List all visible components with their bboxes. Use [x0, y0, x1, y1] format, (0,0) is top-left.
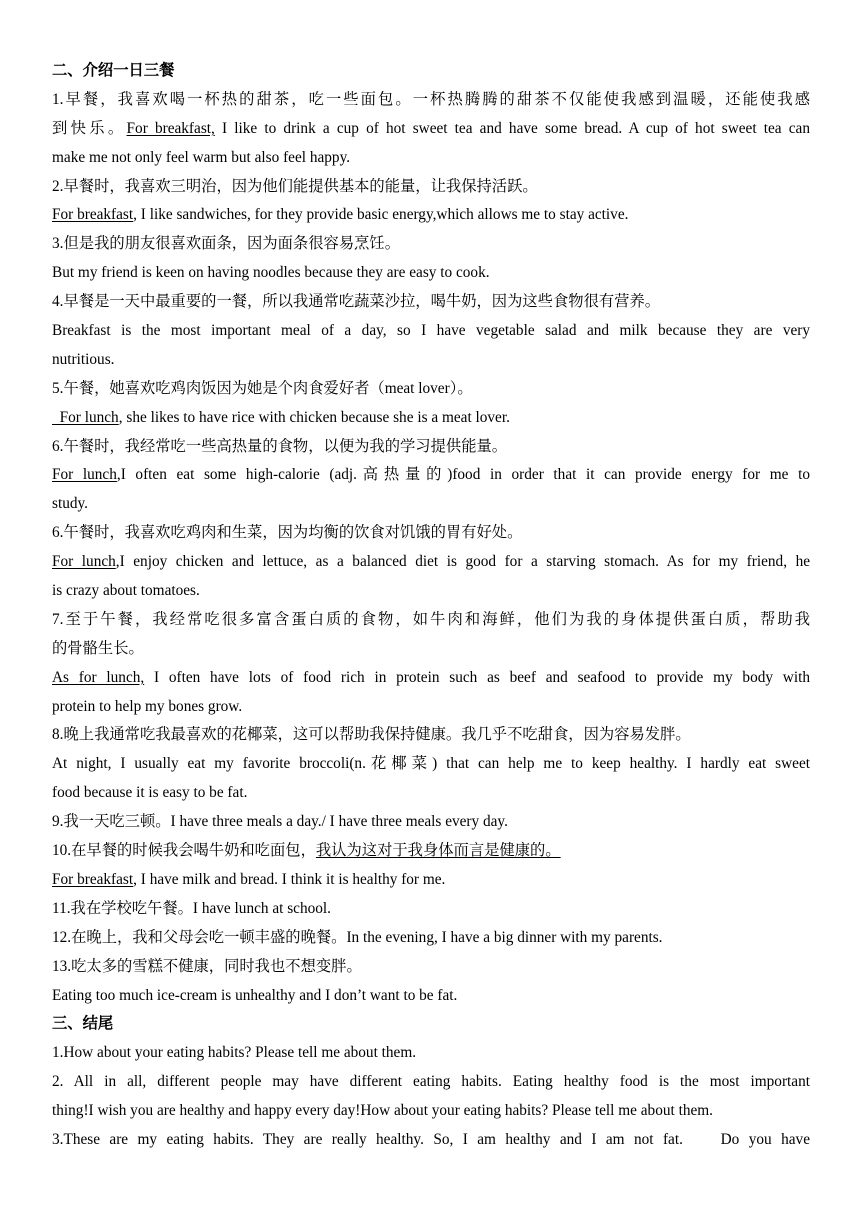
underlined-phrase: For breakfast: [52, 870, 134, 888]
text-segment: study.: [52, 495, 88, 513]
text-line: [52, 259, 810, 288]
text-segment: 8.晚上我通常吃我最喜欢的花椰菜，这可以帮助我保持健康。我几乎不吃甜食，因为容易发胖。: [52, 726, 691, 744]
text-segment: I often have lots of food rich in protein such as beef and seafood to provide my body with: [144, 668, 810, 686]
document-body: [52, 57, 810, 1155]
text-segment: , I have milk and bread. I think it is healthy for me.: [133, 870, 446, 888]
text-segment: 4.早餐是一天中最重要的一餐，所以我通常吃蔬菜沙拉，喝牛奶，因为这些食物很有营养。: [52, 293, 661, 311]
text-line: [52, 577, 810, 606]
text-segment: But my friend is keen on having noodles because they are easy to cook.: [52, 264, 490, 282]
text-segment: 10.在早餐的时候我会喝牛奶和吃面包，: [52, 842, 316, 860]
text-segment: 9.我一天吃三顿。I have three meals a day./ I have three meals every day.: [52, 813, 508, 831]
underlined-phrase: As for lunch,: [52, 668, 145, 686]
underlined-phrase: For breakfast: [52, 206, 134, 224]
text-line: [52, 115, 810, 144]
text-segment: 7.至于午餐，我经常吃很多富含蛋白质的食物，如牛肉和海鲜，他们为我的身体提供蛋白质，帮助我: [52, 610, 810, 628]
text-line: [52, 86, 810, 115]
text-segment: 3.但是我的朋友很喜欢面条，因为面条很容易烹饪。: [52, 235, 401, 253]
underlined-phrase: For lunch: [52, 466, 117, 484]
text-segment: , she likes to have rice with chicken because she is a meat lover.: [118, 408, 510, 426]
text-segment: ,I often eat some high-calorie (adj.高热量的)food in order that it can provide energy for me to: [116, 466, 810, 484]
text-line: [52, 490, 810, 519]
text-segment: 到快乐。: [52, 119, 127, 137]
text-segment: 2.早餐时，我喜欢三明治，因为他们能提供基本的能量，让我保持活跃。: [52, 177, 538, 195]
text-line: [52, 346, 810, 375]
section-heading: 二、介绍一日三餐: [52, 62, 175, 79]
text-segment: 5.午餐，她喜欢吃鸡肉饭因为她是个肉食爱好者（meat lover）。: [52, 379, 473, 397]
text-segment: 6.午餐时，我喜欢吃鸡肉和生菜，因为均衡的饮食对饥饿的胃有好处。: [52, 524, 523, 542]
text-segment: 的骨骼生长。: [52, 639, 144, 657]
text-line: [52, 895, 810, 924]
text-segment: thing!I wish you are healthy and happy every day!How about your eating habits? Please tell me about them.: [52, 1102, 713, 1120]
text-segment: make me not only feel warm but also feel happy.: [52, 148, 351, 166]
text-segment: Breakfast is the most important meal of a day, so I have vegetable salad and milk because they are very: [52, 322, 810, 340]
text-line: [52, 461, 810, 490]
section-heading: 三、结尾: [52, 1015, 114, 1033]
underlined-phrase: For breakfast,: [126, 119, 215, 137]
text-line: [52, 317, 810, 346]
text-segment: protein to help my bones grow.: [52, 697, 243, 715]
text-segment: 12.在晚上，我和父母会吃一顿丰盛的晚餐。In the evening, I have a big dinner with my parents.: [52, 928, 663, 946]
text-line: [52, 664, 810, 693]
text-line: [52, 693, 810, 722]
text-line: [52, 288, 810, 317]
text-segment: ,I enjoy chicken and lettuce, as a balanced diet is good for a starving stomach. As for my friend, he: [115, 553, 810, 571]
text-line: [52, 982, 810, 1011]
text-line: [52, 779, 810, 808]
text-segment: 11.我在学校吃午餐。I have lunch at school.: [52, 899, 331, 917]
text-segment: 2. All in all, different people may have different eating habits. Eating healthy food is the most important: [52, 1073, 810, 1091]
text-segment: 13.吃太多的雪糕不健康，同时我也不想变胖。: [52, 957, 362, 975]
underlined-phrase: For lunch: [52, 408, 119, 426]
text-line: [52, 173, 810, 202]
text-line: [52, 144, 810, 173]
text-line: [52, 1039, 810, 1068]
text-line: [52, 375, 810, 404]
text-segment: Eating too much ice-cream is unhealthy and I don’t want to be fat.: [52, 986, 458, 1004]
text-segment: nutritious.: [52, 350, 115, 368]
text-line: [52, 404, 810, 433]
text-line: [52, 201, 810, 230]
text-segment: At night, I usually eat my favorite broccoli(n.花椰菜) that can help me to keep healthy. I hardly eat sweet: [52, 755, 810, 773]
text-line: [52, 866, 810, 895]
text-line: [52, 606, 810, 635]
text-line: [52, 750, 810, 779]
underlined-phrase: 我认为这对于我身体而言是健康的。: [315, 842, 561, 860]
text-line: [52, 837, 810, 866]
text-line: [52, 548, 810, 577]
text-line: [52, 433, 810, 462]
text-line: [52, 1097, 810, 1126]
text-line: [52, 721, 810, 750]
text-segment: , I like sandwiches, for they provide basic energy,which allows me to stay active.: [133, 206, 629, 224]
text-segment: I like to drink a cup of hot sweet tea and have some bread. A cup of hot sweet tea can: [214, 119, 810, 137]
text-line: [52, 1068, 810, 1097]
underlined-phrase: For lunch: [52, 553, 116, 571]
text-segment: food because it is easy to be fat.: [52, 784, 248, 802]
text-segment: 1.How about your eating habits? Please tell me about them.: [52, 1044, 417, 1062]
text-line: [52, 635, 810, 664]
text-line: [52, 953, 810, 982]
text-segment: 1.早餐，我喜欢喝一杯热的甜茶，吃一些面包。一杯热腾腾的甜茶不仅能使我感到温暖，还能使我感: [52, 90, 810, 108]
text-line: [52, 808, 810, 837]
text-line: [52, 230, 810, 259]
text-segment: 6.午餐时，我经常吃一些高热量的食物，以便为我的学习提供能量。: [52, 437, 508, 455]
text-line: [52, 1126, 810, 1155]
text-segment: 3.These are my eating habits. They are really healthy. So, I am healthy and I am not fat. Do you have: [52, 1130, 810, 1148]
text-segment: is crazy about tomatoes.: [52, 582, 200, 600]
text-line: [52, 519, 810, 548]
text-line: [52, 924, 810, 953]
